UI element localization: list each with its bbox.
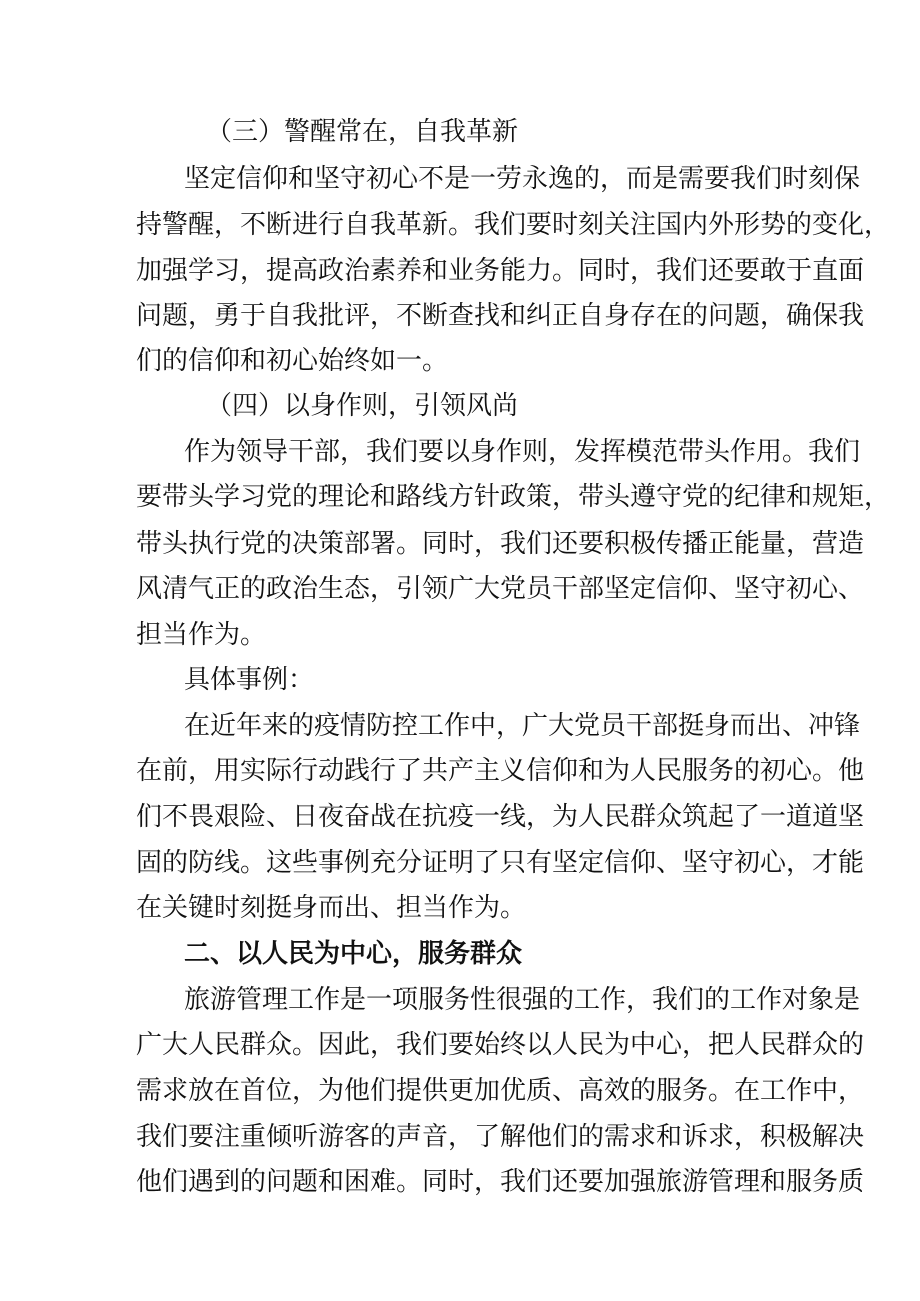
subheading-4: （四）以身作则，引领风尚	[206, 391, 519, 421]
paragraph-line: 要带头学习党的理论和路线方针政策，带头遵守党的纪律和规矩，	[136, 482, 891, 512]
section-heading: 二、以人民为中心，服务群众	[184, 939, 523, 969]
paragraph-line: 坚定信仰和坚守初心不是一劳永逸的，而是需要我们时刻保	[184, 164, 861, 194]
paragraph-line: 作为领导干部，我们要以身作则，发挥模范带头作用。我们	[184, 437, 861, 467]
paragraph-line: 旅游管理工作是一项服务性很强的工作，我们的工作对象是	[184, 985, 861, 1015]
paragraph-line: 需求放在首位，为他们提供更加优质、高效的服务。在工作中，	[136, 1076, 865, 1106]
subheading-3: （三）警醒常在，自我革新	[206, 117, 519, 147]
paragraph-line: 在关键时刻挺身而出、担当作为。	[136, 893, 527, 923]
paragraph-line: 风清气正的政治生态，引领广大党员干部坚定信仰、坚守初心、	[136, 574, 865, 604]
paragraph-line: 固的防线。这些事例充分证明了只有坚定信仰、坚守初心，才能	[136, 848, 865, 878]
paragraph-line: 问题，勇于自我批评，不断查找和纠正自身存在的问题，确保我	[136, 301, 865, 331]
paragraph-line: 持警醒，不断进行自我革新。我们要时刻关注国内外形势的变化，	[136, 210, 891, 240]
example-label: 具体事例：	[184, 665, 315, 695]
paragraph-line: 在近年来的疫情防控工作中，广大党员干部挺身而出、冲锋	[184, 711, 861, 741]
paragraph-line: 我们要注重倾听游客的声音，了解他们的需求和诉求，积极解决	[136, 1122, 865, 1152]
paragraph-line: 们不畏艰险、日夜奋战在抗疫一线，为人民群众筑起了一道道坚	[136, 802, 865, 832]
paragraph-line: 广大人民群众。因此，我们要始终以人民为中心，把人民群众的	[136, 1030, 865, 1060]
paragraph-line: 在前，用实际行动践行了共产主义信仰和为人民服务的初心。他	[136, 756, 865, 786]
paragraph-line: 带头执行党的决策部署。同时，我们还要积极传播正能量，营造	[136, 529, 865, 559]
paragraph-line: 加强学习，提高政治素养和业务能力。同时，我们还要敢于直面	[136, 256, 865, 286]
paragraph-line: 担当作为。	[136, 620, 267, 650]
paragraph-line: 们的信仰和初心始终如一。	[136, 346, 449, 376]
paragraph-line: 他们遇到的问题和困难。同时，我们还要加强旅游管理和服务质	[136, 1167, 865, 1197]
